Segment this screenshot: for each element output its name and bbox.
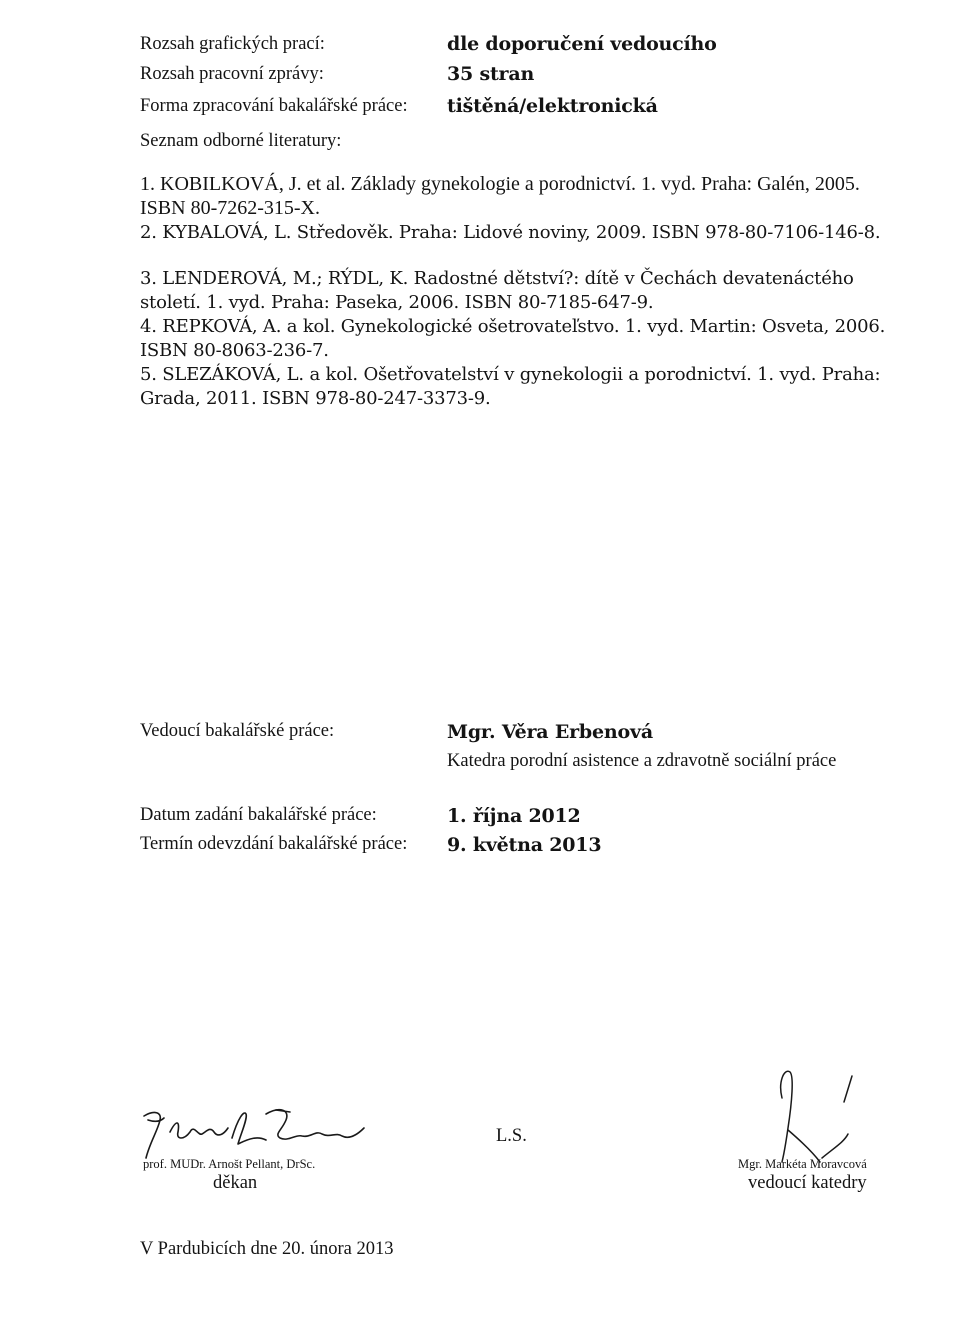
report-length-value: 35 stran [447, 63, 535, 85]
head-signature [762, 1058, 882, 1168]
supervisor-label: Vedoucí bakalářské práce: [140, 721, 335, 741]
assignment-date-value: 1. října 2012 [447, 805, 581, 827]
dean-role: děkan [213, 1173, 258, 1193]
assignment-date-label: Datum zadání bakalářské práce: [140, 805, 377, 825]
dean-signature [140, 1096, 390, 1162]
supervisor-name: Mgr. Věra Erbenová [447, 721, 653, 743]
thesis-form-value: tištěná/elektronická [447, 95, 658, 117]
place-date: V Pardubicích dne 20. února 2013 [140, 1239, 394, 1259]
graphic-work-label: Rozsah grafických prací: [140, 34, 325, 54]
head-role: vedoucí katedry [748, 1173, 867, 1193]
reference-item: 4. REPKOVÁ, A. a kol. Gynekologické ošetrovateľstvo. 1. vyd. Martin: Osveta, 2006. ISBN 80-8063-236-7. [140, 316, 886, 361]
report-length-label: Rozsah pracovní zprávy: [140, 64, 324, 84]
reference-item: 5. SLEZÁKOVÁ, L. a kol. Ošetřovatelství v gynekologii a porodnictví. 1. vyd. Praha: Grada, 2011. ISBN 978-80-247-3373-9. [140, 364, 881, 409]
submission-date-label: Termín odevzdání bakalářské práce: [140, 834, 408, 854]
reference-item: 2. KYBALOVÁ, L. Středověk. Praha: Lidové noviny, 2009. ISBN 978-80-7106-146-8. [140, 222, 881, 243]
thesis-form-label: Forma zpracování bakalářské práce: [140, 96, 408, 116]
dean-name: prof. MUDr. Arnošt Pellant, DrSc. [143, 1157, 316, 1171]
reference-item: 3. LENDEROVÁ, M.; RÝDL, K. Radostné dětství?: dítě v Čechách devatenáctého století. 1. vyd. Praha: Paseka, 2006. ISBN 80-7185-647-9. [140, 268, 854, 313]
submission-date-value: 9. května 2013 [447, 834, 602, 856]
literature-label: Seznam odborné literatury: [140, 131, 342, 151]
head-name: Mgr. Markéta Moravcová [738, 1157, 867, 1171]
seal-mark: L.S. [496, 1126, 527, 1146]
supervisor-department: Katedra porodní asistence a zdravotně sociální práce [447, 751, 837, 771]
reference-item: 1. KOBILKOVÁ, J. et al. Základy gynekologie a porodnictví. 1. vyd. Praha: Galén, 2005. ISBN 80-7262-315-X. [140, 173, 860, 219]
graphic-work-value: dle doporučení vedoucího [447, 33, 717, 55]
